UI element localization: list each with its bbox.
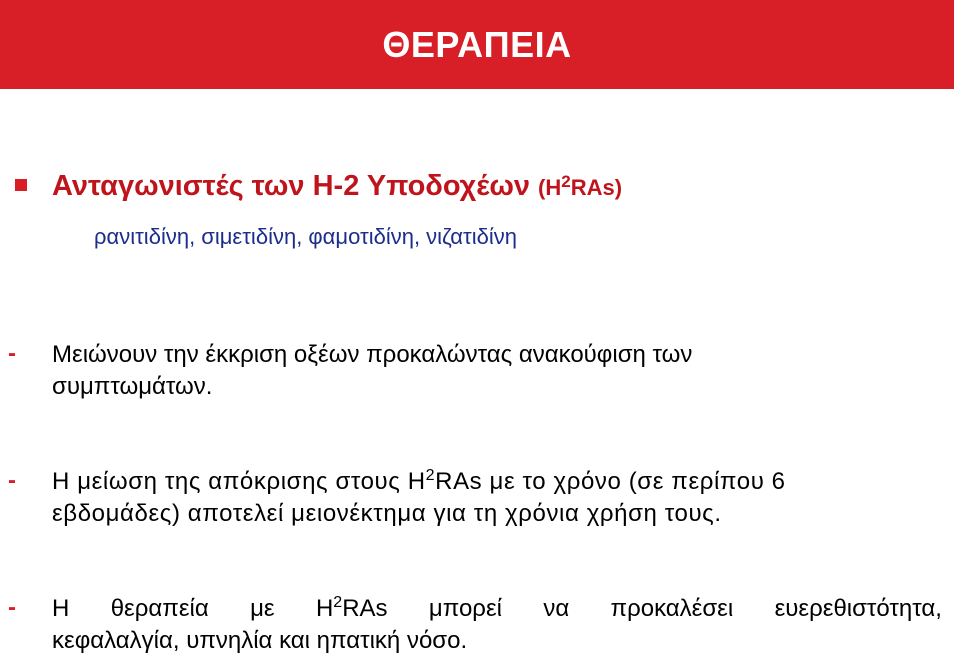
title-banner (0, 0, 954, 89)
square-bullet-icon (15, 179, 27, 191)
section-heading (52, 168, 622, 206)
point-3: Η θεραπεία με $H^2RAs$ μπορεί να προκαλέσει ευερεθιστότητα, κεφαλαλγία, υπνηλία και ηπατική νόσο. (52, 594, 942, 654)
page-title: ΘΕΡΑΠΕΙΑ (382, 23, 572, 65)
point-3-line-1: Η θεραπεία με $H^2RAs$ μπορεί να προκαλέσει ευερεθιστότητα, (52, 594, 942, 622)
drug-list: ρανιτιδίνη, σιμετιδίνη, φαμοτιδίνη, νιζατιδίνη (94, 224, 517, 249)
dash-bullet-2: - (8, 467, 16, 494)
point-2: Η μείωση της απόκρισης στους $H^2RAs$ με το χρόνο (σε περίπου 6 εβδομάδες) αποτελεί μειονέκτημα για τη χρόνια χρήση τους. (52, 467, 786, 527)
point-1: Μειώνουν την έκκριση οξέων προκαλώντας ανακούφιση των συμπτωμάτων. (52, 341, 693, 400)
dash-bullet-1: - (8, 340, 16, 367)
heading-abbreviation: $(H^2RAs)$ (538, 172, 623, 200)
dash-bullet-3: - (8, 594, 16, 621)
heading-main: Ανταγωνιστές των Η-2 Υποδοχέων (52, 170, 530, 202)
